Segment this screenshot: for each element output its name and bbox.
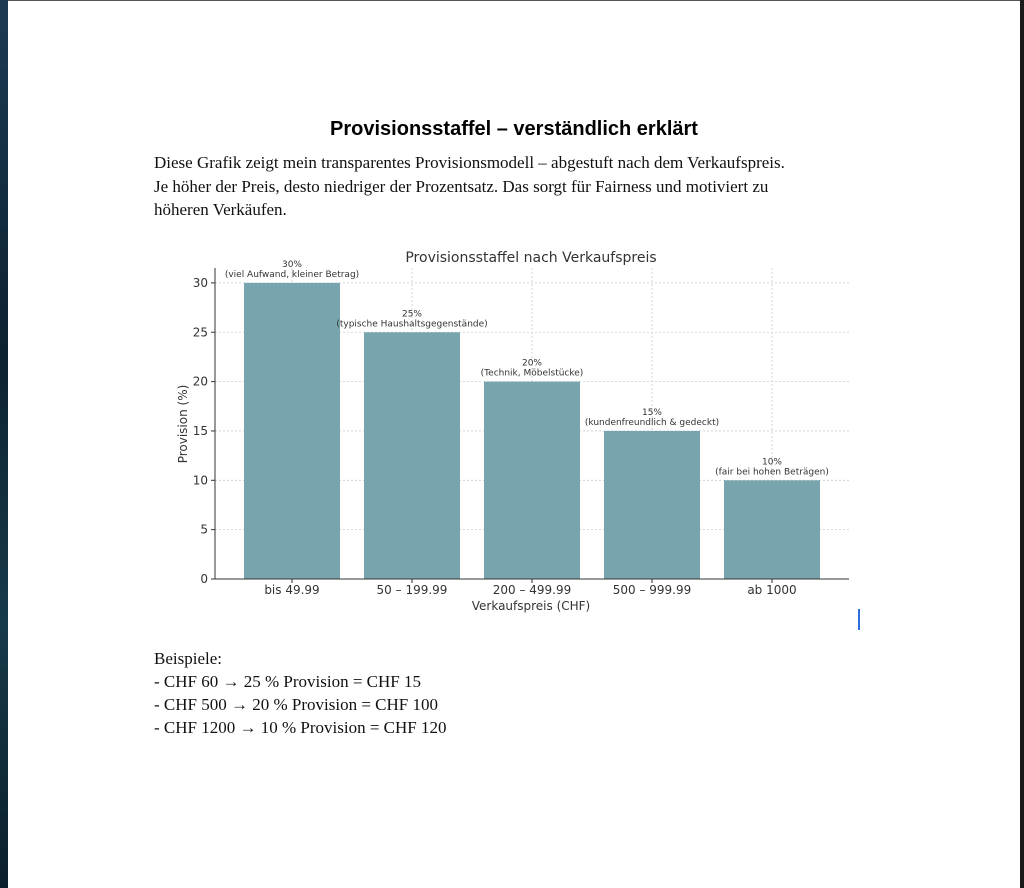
intro-line: Je höher der Preis, desto niedriger der Prozentsatz. Das sorgt für Fairness und motiviert zu <box>154 176 769 196</box>
window-right-edge <box>1020 0 1024 888</box>
x-axis-label: Verkaufspreis (CHF) <box>471 599 591 613</box>
examples-heading: Beispiele: <box>154 649 222 668</box>
chart-title: Provisionsstaffel nach Verkaufspreis <box>405 250 657 266</box>
example-item: - CHF 1200 → 10 % Provision = CHF 120 <box>154 718 447 737</box>
desktop-background-edge <box>0 0 8 888</box>
x-tick-label: 500 – 999.99 <box>612 583 692 597</box>
y-tick-label: 0 <box>200 572 208 586</box>
bar-value-label: 15% <box>641 407 663 418</box>
bar <box>484 382 580 579</box>
intro-paragraph <box>154 151 894 222</box>
bar-annotation: (viel Aufwand, kleiner Betrag) <box>224 269 360 280</box>
page-top-border <box>8 0 1020 1</box>
bar-annotation: (kundenfreundlich & gedeckt) <box>584 417 720 428</box>
example-item: - CHF 500 → 20 % Provision = CHF 100 <box>154 695 438 714</box>
bar-value-label: 30% <box>281 259 303 270</box>
bar <box>724 480 820 579</box>
y-tick-label: 20 <box>192 374 208 389</box>
bar-annotation: (fair bei hohen Beträgen) <box>715 467 829 478</box>
x-tick-label: ab 1000 <box>747 583 797 597</box>
commission-bar-chart <box>165 240 865 620</box>
bar <box>244 283 340 579</box>
x-tick-label: 200 – 499.99 <box>492 583 572 597</box>
y-tick-label: 25 <box>192 325 208 340</box>
text-cursor <box>858 609 860 630</box>
document-title: Provisionsstaffel – verständlich erklärt <box>330 118 698 140</box>
examples-section <box>154 647 654 739</box>
y-tick-label: 10 <box>192 473 208 488</box>
bar-value-label: 25% <box>401 309 423 320</box>
bar <box>364 332 460 579</box>
y-tick-label: 5 <box>200 522 208 537</box>
bar-annotation: (Technik, Möbelstücke) <box>480 368 584 379</box>
bar-value-label: 20% <box>521 358 543 369</box>
bar-annotation: (typische Haushaltsgegenstände) <box>336 319 488 330</box>
intro-line: Diese Grafik zeigt mein transparentes Provisionsmodell – abgestuft nach dem Verkaufspreis. <box>154 153 785 172</box>
bar <box>604 431 700 579</box>
bar-value-label: 10% <box>761 457 783 468</box>
y-tick-label: 15 <box>192 423 208 438</box>
y-axis-label: Provision (%) <box>176 384 190 464</box>
intro-line: höheren Verkäufen. <box>154 200 287 219</box>
x-tick-label: 50 – 199.99 <box>376 583 448 597</box>
y-tick-label: 30 <box>192 275 208 290</box>
x-tick-label: bis 49.99 <box>264 583 320 597</box>
example-item: - CHF 60 → 25 % Provision = CHF 15 <box>154 672 421 691</box>
